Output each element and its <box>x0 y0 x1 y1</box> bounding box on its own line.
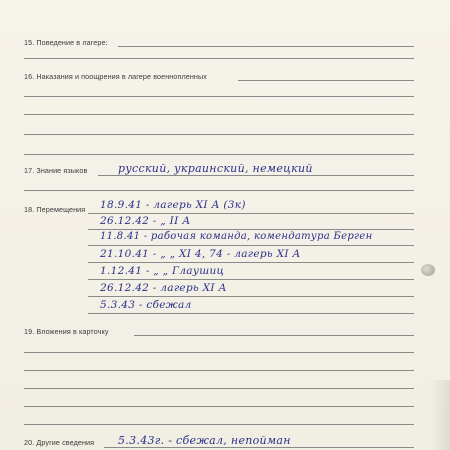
field-16-label: 16. Наказания и поощрения в лагере военнопленных <box>24 72 207 81</box>
field-15-label: 15. Поведение в лагере: <box>24 38 108 47</box>
field-20-label: 20. Другие сведения <box>24 438 95 447</box>
relocation-entry: 5.3.43 - сбежал <box>100 299 192 311</box>
relocation-entry: 1.12.41 - „ „ Глаушиц <box>100 265 225 277</box>
field-17-label: 17. Знание языков <box>24 166 88 175</box>
punch-hole <box>421 264 435 276</box>
field-16-line <box>24 114 414 115</box>
field-19-line <box>24 388 414 389</box>
field-19-line <box>134 335 414 336</box>
relocation-entry: 18.9.41 - лагерь XI А (3к) <box>100 199 246 211</box>
field-18-line <box>88 296 414 297</box>
field-18-line <box>88 262 414 263</box>
field-18-line <box>88 213 414 214</box>
field-18-line <box>88 313 414 314</box>
field-20-line <box>104 447 414 448</box>
field-19-label: 19. Вложения в карточку <box>24 327 109 336</box>
field-20-value: 5.3.43г. - сбежал, непойман <box>118 434 291 447</box>
field-17-line <box>24 190 414 191</box>
field-15-line <box>118 46 414 47</box>
field-19-line <box>24 424 414 425</box>
field-18-line <box>88 229 414 230</box>
field-17-line <box>98 175 414 176</box>
paper-stain <box>430 380 450 450</box>
field-16-line <box>24 154 414 155</box>
relocation-entry: 26.12.42 - „ II А <box>100 215 191 227</box>
field-18-label: 18. Перемещения <box>24 205 86 214</box>
field-16-line <box>24 96 414 97</box>
relocation-entry: 21.10.41 - „ „ XI 4, 74 - лагерь XI А <box>100 248 301 260</box>
field-17-value: русский, украинский, немецкий <box>118 162 313 175</box>
field-18-line <box>88 279 414 280</box>
field-19-line <box>24 406 414 407</box>
relocation-entry: 26.12.42 - лагерь XI А <box>100 282 227 294</box>
field-15-line <box>24 58 414 59</box>
field-19-line <box>24 370 414 371</box>
field-16-line <box>238 80 414 81</box>
field-16-line <box>24 134 414 135</box>
relocation-entry: 11.8.41 - рабочая команда, комендатура Берген <box>100 231 373 242</box>
field-18-line <box>88 245 414 246</box>
field-19-line <box>24 352 414 353</box>
